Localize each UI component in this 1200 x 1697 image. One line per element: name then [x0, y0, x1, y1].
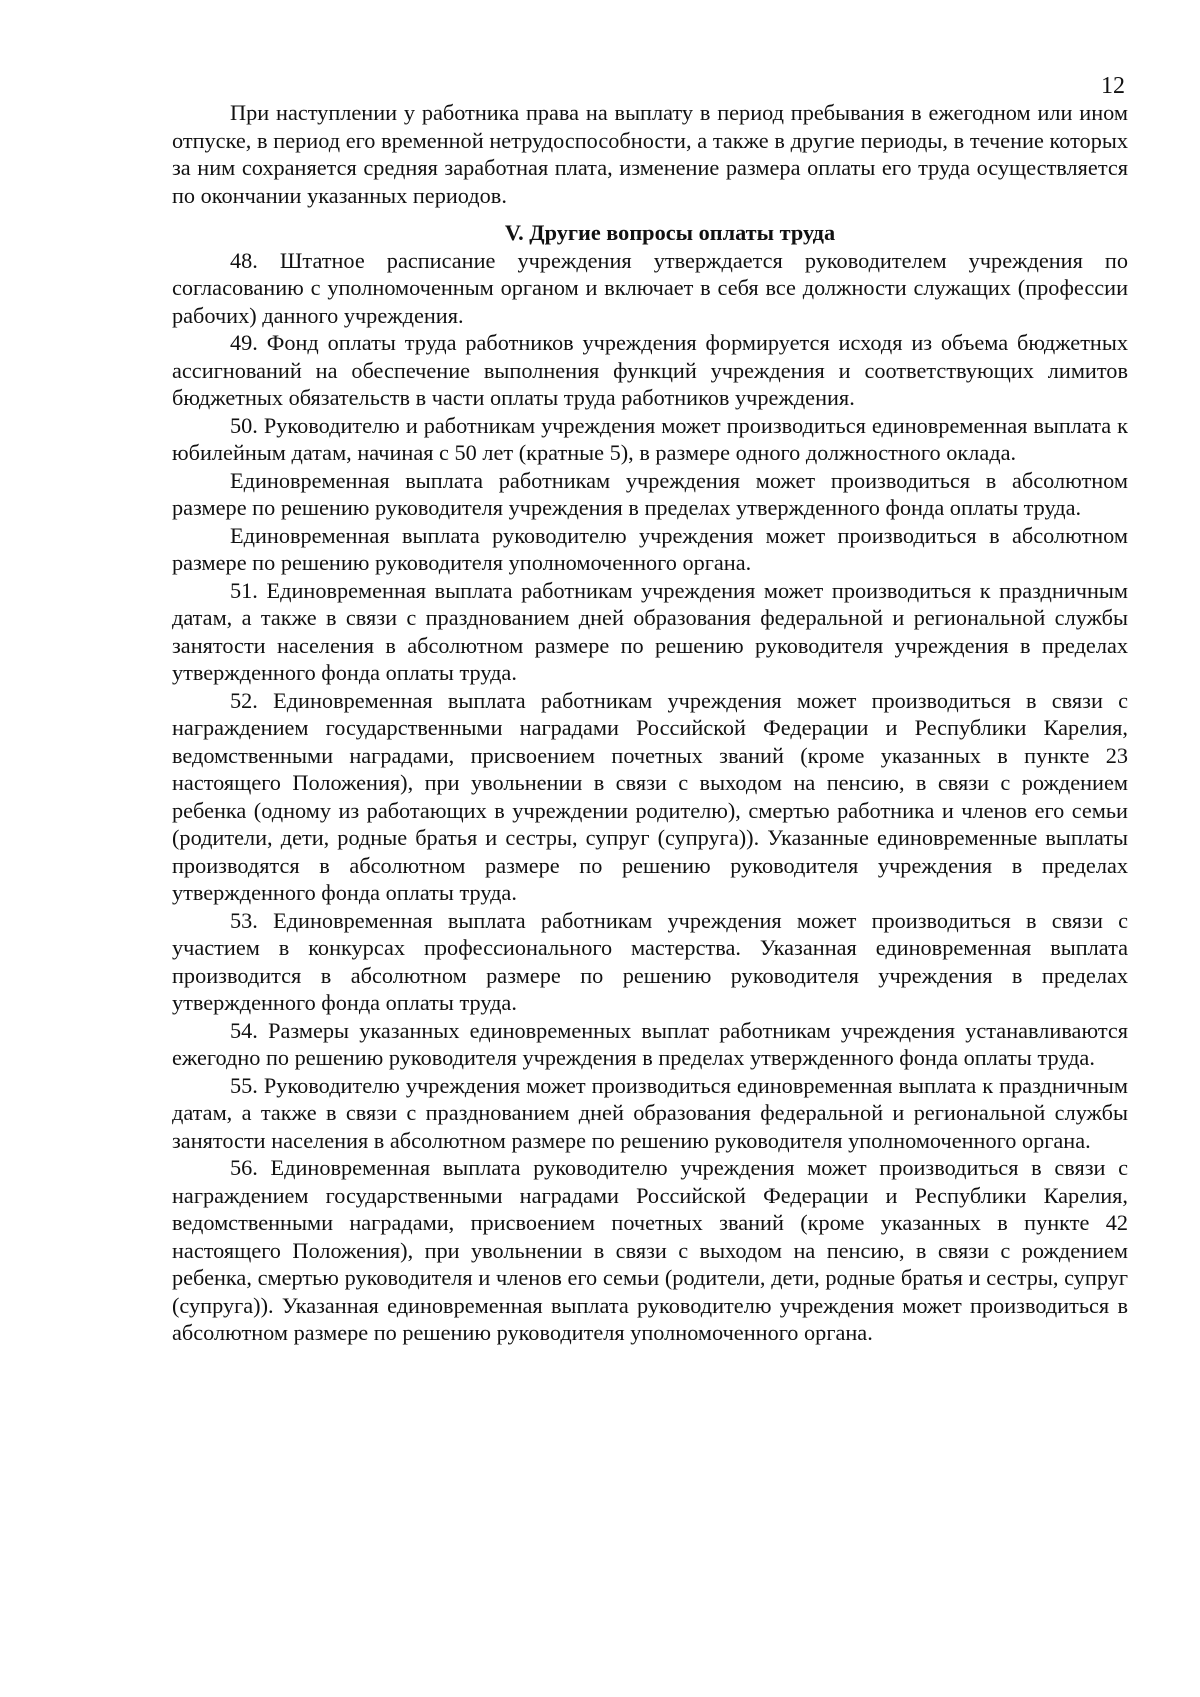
paragraph-52: 52. Единовременная выплата работникам учреждения может производиться в связи с награждением государственными наградами Российской Федерации и Республики Карелия, ведомственными наградами, присвоением почетных званий (кроме указанных в пункте 23 настоящего Положения), при увольнении в связи с выходом на пенсию, в связи с рождением ребенка (одному из работающих в учреждении родителю), смертью работника и членов его семьи (родители, дети, родные братья и сестры, супруг (супруга)). Указанные единовременные выплаты производятся в абсолютном размере по решению руководителя учреждения в пределах утвержденного фонда оплаты труда.: [172, 687, 1128, 905]
paragraph-48: 48. Штатное расписание учреждения утверждается руководителем учреждения по согласованию с уполномоченным органом и включает в себя все должности служащих (профессии рабочих) данного учреждения.: [172, 247, 1128, 328]
paragraph-55: 55. Руководителю учреждения может производиться единовременная выплата к праздничным датам, а также в связи с празднованием дней образования федеральной и региональной службы занятости населения в абсолютном размере по решению руководителя уполномоченного органа.: [172, 1072, 1128, 1153]
paragraph-51: 51. Единовременная выплата работникам учреждения может производиться к праздничным датам, а также в связи с празднованием дней образования федеральной и региональной службы занятости населения в абсолютном размере по решению руководителя учреждения в пределах утвержденного фонда оплаты труда.: [172, 577, 1128, 685]
document-body: [172, 99, 1128, 1347]
intro-paragraph: При наступлении у работника права на выплату в период пребывания в ежегодном или ином отпуске, в период его временной нетрудоспособности, а также в другие периоды, в течение которых за ним сохраняется средняя заработная плата, изменение размера оплаты его труда осуществляется по окончании указанных периодов.: [172, 100, 1128, 208]
paragraph-50-workers: Единовременная выплата работникам учреждения может производиться в абсолютном размере по решению руководителя учреждения в пределах утвержденного фонда оплаты труда.: [172, 467, 1128, 520]
paragraph-50-head: Единовременная выплата руководителю учреждения может производиться в абсолютном размере по решению руководителя уполномоченного органа.: [172, 522, 1128, 575]
paragraph-49: 49. Фонд оплаты труда работников учреждения формируется исходя из объема бюджетных ассигнований на обеспечение выполнения функций учреждения и соответствующих лимитов бюджетных обязательств в части оплаты труда работников учреждения.: [172, 330, 1128, 410]
paragraph-50: 50. Руководителю и работникам учреждения может производиться единовременная выплата к юбилейным датам, начиная с 50 лет (кратные 5), в размере одного должностного оклада.: [172, 412, 1128, 465]
paragraph-54: 54. Размеры указанных единовременных выплат работникам учреждения устанавливаются ежегодно по решению руководителя учреждения в пределах утвержденного фонда оплаты труда.: [172, 1017, 1128, 1070]
page-number: 12: [1101, 73, 1125, 99]
paragraph-56: 56. Единовременная выплата руководителю учреждения может производиться в связи с награждением государственными наградами Российской Федерации и Республики Карелия, ведомственными наградами, присвоением почетных званий (кроме указанных в пункте 42 настоящего Положения), при увольнении в связи с выходом на пенсию, в связи с рождением ребенка, смертью руководителя и членов его семьи (родители, дети, родные братья и сестры, супруг (супруга)). Указанная единовременная выплата руководителю учреждения может производиться в абсолютном размере по решению руководителя уполномоченного органа.: [172, 1155, 1128, 1345]
paragraph-53: 53. Единовременная выплата работникам учреждения может производиться в связи с участием в конкурсах профессионального мастерства. Указанная единовременная выплата производится в абсолютном размере по решению руководителя учреждения в пределах утвержденного фонда оплаты труда.: [172, 907, 1128, 1015]
section-heading: V. Другие вопросы оплаты труда: [504, 220, 836, 245]
